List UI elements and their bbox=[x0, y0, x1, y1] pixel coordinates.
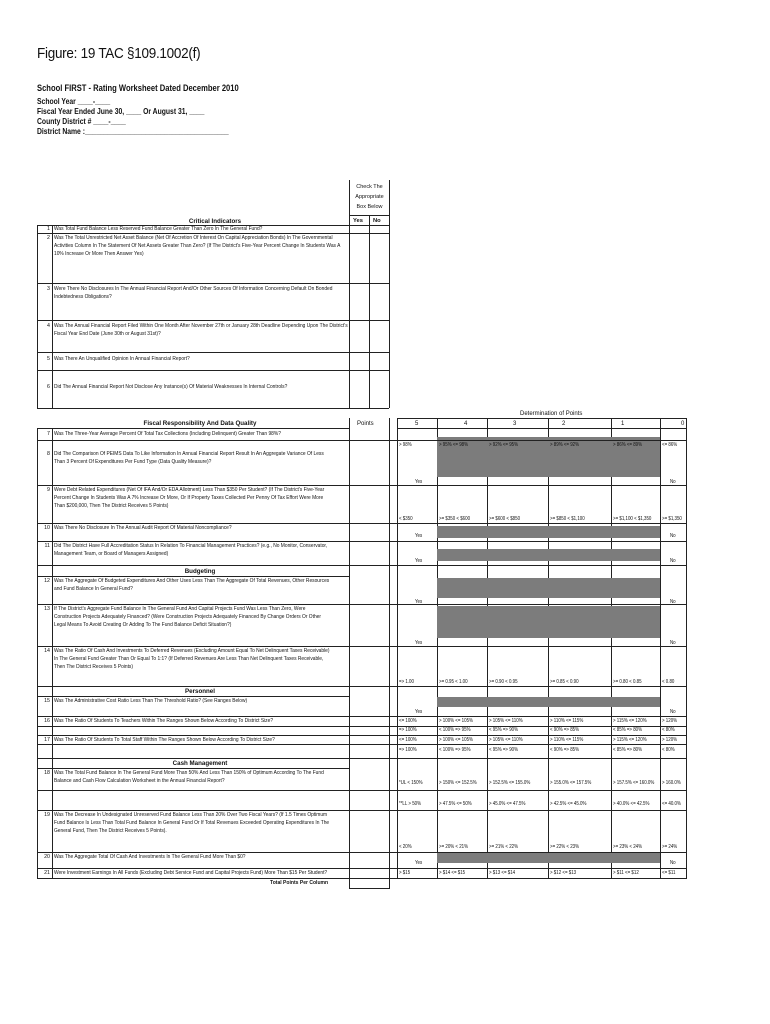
no-label: No bbox=[670, 640, 676, 646]
yes-label: Yes bbox=[415, 709, 423, 715]
critical-item: Was The Annual Financial Report Filed Within One Month After November 27th or January 28th Deadline Depending Upon The District's Fiscal Year End Date (June 30th or August 31st)? bbox=[54, 323, 348, 337]
shaded-area bbox=[437, 549, 660, 561]
section-cash: Cash Management bbox=[172, 760, 228, 767]
yes-column-header: Yes bbox=[353, 218, 363, 224]
worksheet-title: School FIRST - Rating Worksheet Dated December 2010 bbox=[37, 83, 239, 94]
no-label: No bbox=[670, 558, 676, 564]
question-21: Were Investment Earnings In All Funds (Excluding Debt Service Fund and Capital Projects Fund) More Than $15 Per Student? bbox=[54, 870, 328, 876]
critical-item: Did The Annual Financial Report Not Disclose Any Instance(s) Of Material Weaknesses In Internal Controls? bbox=[54, 384, 288, 390]
no-label: No bbox=[670, 599, 676, 605]
no-label: No bbox=[670, 860, 676, 866]
critical-item: Was The Total Unrestricted Net Asset Balance (Net Of Accretion Of Interest On Capital Appreciation Bonds) In The Governmental Activities Column In The Statement Of Net Assets Greater Than Zero? (If The District's Five-Year Percent Change In Students Was A 10% Increase Or More Then Answer Yes) bbox=[54, 235, 341, 257]
shaded-area bbox=[437, 697, 660, 707]
shaded-area bbox=[437, 853, 660, 863]
yes-label: Yes bbox=[415, 640, 423, 646]
determination-header: Determination of Points bbox=[520, 411, 583, 417]
total-points-label: Total Points Per Column bbox=[270, 880, 329, 886]
no-label: No bbox=[670, 709, 676, 715]
critical-indicators-title: Critical Indicators bbox=[188, 218, 242, 225]
question-13: If The District's Aggregate Fund Balance In The General Fund And Capital Projects Fund Was Less Than Zero, Were Construction Projects Adequately Financed? (Were Construction Projects Adequately Financed By Change Orders Or Other Legal Means To Avoid Creating Or Adding To The Fund Balance Deficit Situation?) bbox=[54, 606, 321, 628]
question-19: Was The Decrease In Undesignated Unreserved Fund Balance Less Than 20% Over Two Fiscal Years? (If 1.5 Times Optimum Fund Balance Is Less Than Total Fund Balance In General Fund Or If Total Revenues Exceeded Operating Expenditures In The General Fund, Then The District Receives 5 Points). bbox=[54, 812, 330, 834]
question-15: Was The Administrative Cost Ratio Less Than The Threshold Ratio? (See Ranges Below) bbox=[54, 698, 248, 704]
figure-title: Figure: 19 TAC §109.1002(f) bbox=[37, 45, 201, 62]
question-18: Was The Total Fund Balance In The General Fund More Than 50% And Less Than 150% of Optimum According To The Fund Balance and Cash Flow Calculation Worksheet in the Annual Financial Report? bbox=[54, 770, 324, 784]
shaded-area bbox=[437, 606, 660, 638]
section-personnel: Personnel bbox=[185, 688, 215, 695]
county-district-field[interactable]: County District # ____-____ bbox=[37, 116, 126, 126]
question-9: Were Debt Related Expenditures (Net Of IFA And/Or EDA Allotment) Less Than $350 Per Student? (If The District's Five-Year Percent Change In Students Was A 7% Increase Or More, Or If Property Taxes Collected Per Penny Of Tax Effort Were More Than $200,000, Then The District Receives 5 Points) bbox=[54, 487, 325, 509]
school-year-field[interactable]: School Year ____-____ bbox=[37, 96, 111, 106]
question-8: Did The Comparison Of PEIMS Data To Like Information In Annual Financial Report Result In An Aggregate Variance Of Less Than 3 Percent Of Expenditures Per Fund Type (Data Quality Measure)? bbox=[54, 451, 324, 465]
question-10: Was There No Disclosure In The Annual Audit Report Of Material Noncompliance? bbox=[54, 525, 232, 531]
critical-item: Were There No Disclosures In The Annual Financial Report And/Or Other Sources Of Information Concerning Default On Bonded Indebtedness Obligations? bbox=[54, 286, 333, 300]
yes-label: Yes bbox=[415, 558, 423, 564]
section-fiscal: Fiscal Responsibility And Data Quality bbox=[143, 420, 257, 427]
shaded-area bbox=[437, 526, 660, 538]
fiscal-year-field[interactable]: Fiscal Year Ended June 30, ____ Or August 31, ____ bbox=[37, 106, 205, 116]
no-label: No bbox=[670, 533, 676, 539]
question-7: Was The Three-Year Average Percent Of Total Tax Collections (Including Delinquent) Greater Than 98%? bbox=[54, 431, 281, 437]
critical-item: Was There An Unqualified Opinion In Annual Financial Report? bbox=[54, 356, 190, 362]
critical-item: Was Total Fund Balance Less Reserved Fund Balance Greater Than Zero In The General Fund? bbox=[54, 226, 263, 232]
yes-label: Yes bbox=[415, 860, 423, 866]
yes-label: Yes bbox=[415, 479, 423, 485]
section-budgeting: Budgeting bbox=[184, 568, 216, 575]
question-20: Was The Aggregate Total Of Cash And Investments In The General Fund More Than $0? bbox=[54, 854, 246, 860]
question-17: Was The Ratio Of Students To Total Staff Within The Ranges Shown Below According To District Size? bbox=[54, 737, 275, 743]
question-14: Was The Ratio Of Cash And Investments To Deferred Revenues (Excluding Amount Equal To Net Delinquent Taxes Receivable) In The General Fund Greater Than Or Equal To 1:1? (If Deferred Revenues Are Less Than Net Delinquent Taxes Receivable, Then The District Receives 5 Points) bbox=[54, 648, 330, 670]
district-name-field[interactable]: District Name :______________________________________ bbox=[37, 126, 229, 136]
yes-label: Yes bbox=[415, 533, 423, 539]
no-column-header: No bbox=[373, 218, 381, 224]
shaded-area bbox=[437, 578, 660, 598]
check-box-heading: Check The Appropriate Box Below bbox=[355, 184, 384, 210]
question-11: Did The District Have Full Accreditation Status In Relation To Financial Management Practices? (e.g., No Monitor, Conservator, Management Team, or Board of Managers Assigned) bbox=[54, 543, 328, 557]
question-16: Was The Ratio Of Students To Teachers Within The Ranges Shown Below According To District Size? bbox=[54, 718, 274, 724]
yes-label: Yes bbox=[415, 599, 423, 605]
no-label: No bbox=[670, 479, 676, 485]
points-header: Points bbox=[357, 421, 374, 427]
question-12: Was The Aggregate Of Budgeted Expenditures And Other Uses Less Than The Aggregate Of Total Revenues, Other Resources and Fund Balance In General Fund? bbox=[54, 578, 330, 592]
